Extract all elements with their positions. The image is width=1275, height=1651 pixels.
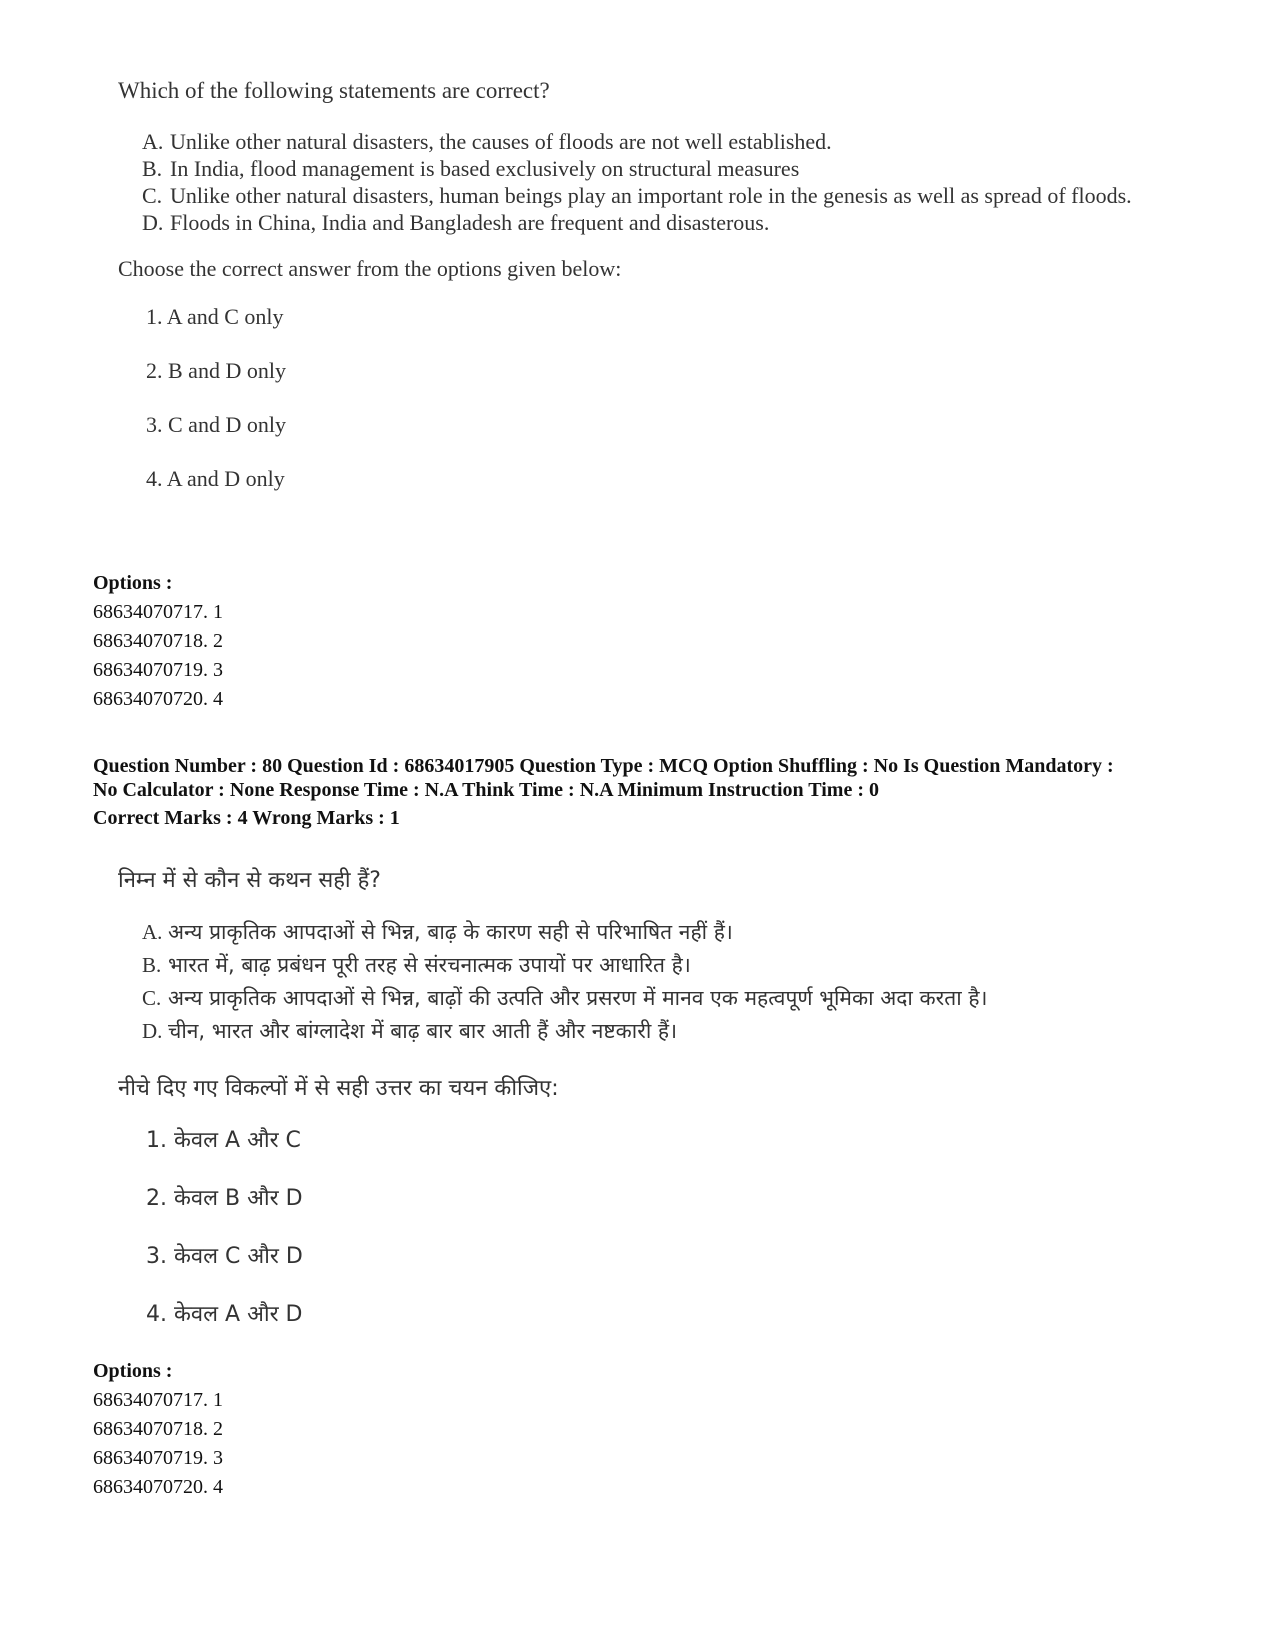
- statement-text: भारत में, बाढ़ प्रबंधन पूरी तरह से संरचनात्मक उपायों पर आधारित है।: [168, 953, 691, 977]
- answer-choice: 2. केवल B और D: [146, 1186, 303, 1211]
- statement-label: D.: [142, 1019, 163, 1043]
- option-id: 68634070717. 1: [93, 1389, 223, 1411]
- statement-text: Unlike other natural disasters, human beings play an important role in the genesis as well as spread of floods.: [170, 183, 1132, 208]
- statement-text: अन्य प्राकृतिक आपदाओं से भिन्न, बाढ़ों की उत्पति और प्रसरण में मानव एक महत्वपूर्ण भूमिका अदा करता है।: [168, 986, 988, 1010]
- question-stem: Which of the following statements are correct?: [118, 78, 550, 103]
- statement-label: C.: [142, 183, 163, 208]
- statement-label: A.: [142, 129, 164, 154]
- marks-line: Correct Marks : 4 Wrong Marks : 1: [93, 807, 400, 829]
- answer-choice: 2. B and D only: [146, 358, 286, 383]
- options-header: Options :: [93, 572, 173, 594]
- statement-label: B.: [142, 156, 163, 181]
- statement-item: [142, 949, 1218, 982]
- statement-text: चीन, भारत और बांग्लादेश में बाढ़ बार बार आती हैं और नष्टकारी हैं।: [168, 1019, 678, 1043]
- question-hindi: [118, 864, 1218, 1356]
- choose-instruction-hindi: नीचे दिए गए विकल्पों में से सही उत्तर का चयन कीजिए:: [118, 1076, 559, 1101]
- option-id: 68634070719. 3: [93, 659, 223, 681]
- answer-choice: 1. केवल A और C: [146, 1128, 301, 1153]
- statement-list: [142, 128, 1198, 236]
- statement-label: D.: [142, 210, 164, 235]
- statement-item: [142, 916, 1218, 949]
- statement-text: Floods in China, India and Bangladesh are frequent and disasterous.: [170, 210, 770, 235]
- statement-label: C.: [142, 986, 162, 1010]
- option-id: 68634070720. 4: [93, 688, 223, 710]
- statement-text: अन्य प्राकृतिक आपदाओं से भिन्न, बाढ़ के कारण सही से परिभाषित नहीं हैं।: [168, 920, 733, 944]
- answer-choice: 3. केवल C और D: [146, 1244, 303, 1269]
- meta-line: Question Number : 80 Question Id : 68634017905 Question Type : MCQ Option Shuffling : No Is Question Mandatory :: [93, 755, 1114, 777]
- meta-line: No Calculator : None Response Time : N.A Think Time : N.A Minimum Instruction Time : 0: [93, 779, 879, 801]
- question-english: [118, 78, 1198, 520]
- answer-choice: 3. C and D only: [146, 412, 286, 437]
- options-block: [93, 1357, 223, 1502]
- option-id: 68634070717. 1: [93, 601, 223, 623]
- statement-text: Unlike other natural disasters, the causes of floods are not well established.: [170, 129, 832, 154]
- option-id: 68634070720. 4: [93, 1476, 223, 1498]
- question-meta: [93, 754, 1213, 830]
- statement-item: [142, 155, 1198, 182]
- answer-choice: 1. A and C only: [146, 304, 284, 329]
- choose-instruction: Choose the correct answer from the options given below:: [118, 256, 622, 281]
- options-block: [93, 569, 223, 714]
- statement-label: A.: [142, 920, 163, 944]
- statement-item: [142, 1015, 1218, 1048]
- answer-choice-list-hindi: [146, 1124, 1218, 1356]
- question-stem-hindi: निम्न में से कौन से कथन सही हैं?: [118, 868, 381, 893]
- statement-list-hindi: [142, 916, 1218, 1048]
- answer-choice: 4. केवल A और D: [146, 1302, 303, 1327]
- option-id: 68634070718. 2: [93, 630, 223, 652]
- answer-choice: 4. A and D only: [146, 466, 285, 491]
- options-header: Options :: [93, 1360, 173, 1382]
- statement-label: B.: [142, 953, 162, 977]
- statement-item: [142, 982, 1218, 1015]
- statement-text: In India, flood management is based exclusively on structural measures: [170, 156, 800, 181]
- option-id: 68634070718. 2: [93, 1418, 223, 1440]
- option-id: 68634070719. 3: [93, 1447, 223, 1469]
- statement-item: [142, 209, 1198, 236]
- answer-choice-list: [146, 304, 1198, 520]
- statement-item: [142, 128, 1198, 155]
- statement-item: [142, 182, 1198, 209]
